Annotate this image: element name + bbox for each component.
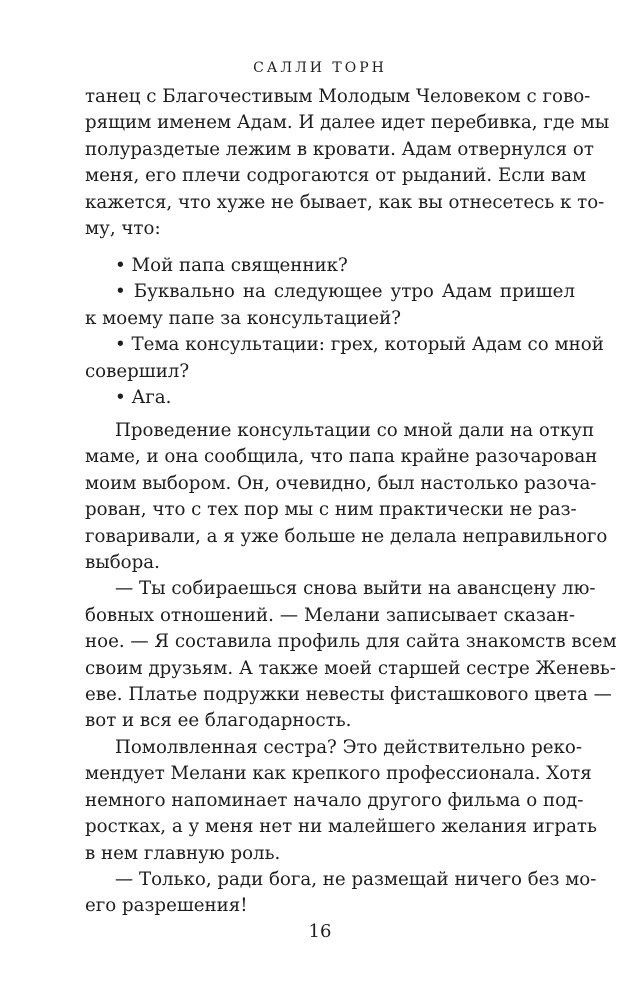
text-line: — Ты собираешься снова выйти на авансцену лю- — [115, 578, 596, 600]
text-line: мендует Мелани как крепкого профессионала. Хотя — [85, 763, 592, 785]
text-line: говаривали, а я уже больше не делала неправильного — [85, 525, 608, 547]
bullet-list — [85, 253, 604, 411]
text-line: Помолвленная сестра? Это действительно реко- — [115, 736, 582, 758]
running-header: САЛЛИ ТОРН — [253, 60, 387, 76]
body-text — [85, 418, 617, 920]
page-number: 16 — [308, 921, 332, 942]
text-line: меня, его плечи содрогаются от рыданий. Если вам — [85, 165, 587, 187]
text-line: Проведение консультации со мной дали на откуп — [115, 420, 595, 441]
text-line: му, что: — [85, 218, 161, 240]
bullet-item: • Мой папа священник? — [115, 255, 348, 276]
text-line: еве. Платье подружки невесты фисташкового цвета — — [85, 684, 612, 706]
text-line: его разрешения! — [85, 895, 248, 917]
text-line: — Только, ради бога, не размещай ничего без мо- — [115, 868, 597, 890]
bullet-item: • Ага. — [115, 387, 172, 409]
text-line: рящим именем Адам. И далее идет перебивка, где мы — [85, 112, 610, 134]
text-line: вот и вся ее благодарность. — [85, 710, 352, 732]
text-line: рован, что с тех пор мы с ним практически не раз- — [85, 499, 577, 521]
text-line: в нем главную роль. — [85, 842, 281, 864]
text-line: своим друзьям. А также моей старшей сестре Женевь- — [85, 657, 616, 679]
text-line: моим выбором. Он, очевидно, был настолько разоча- — [85, 472, 597, 494]
text-line: полураздетые лежим в кровати. Адам отвернулся от — [85, 138, 594, 160]
text-line: маме, и она сообщила, что папа крайне разочарован — [85, 446, 598, 468]
text-line: кажется, что хуже не бывает, как вы отнесетесь к то- — [85, 191, 605, 213]
text-line: танец с Благочестивым Молодым Человеком с гово- — [85, 86, 591, 107]
bullet-item: • Буквально на следующее утро Адам пришел — [115, 281, 575, 303]
text-line: бовных отношений. — Мелани записывает сказан- — [85, 604, 575, 626]
bullet-item-continued: совершил? — [85, 360, 190, 382]
text-line: немного напоминает начало другого фильма о под- — [85, 789, 584, 811]
intro-paragraph — [85, 84, 610, 242]
text-line: ростках, а у меня нет ни малейшего желания играть — [85, 816, 597, 838]
text-line: выбора. — [85, 552, 160, 574]
text-line: ное. — Я составила профиль для сайта знакомств всем — [85, 631, 617, 653]
bullet-item-continued: к моему папе за консультацией? — [85, 307, 401, 329]
bullet-item: • Тема консультации: грех, который Адам со мной — [115, 334, 604, 356]
